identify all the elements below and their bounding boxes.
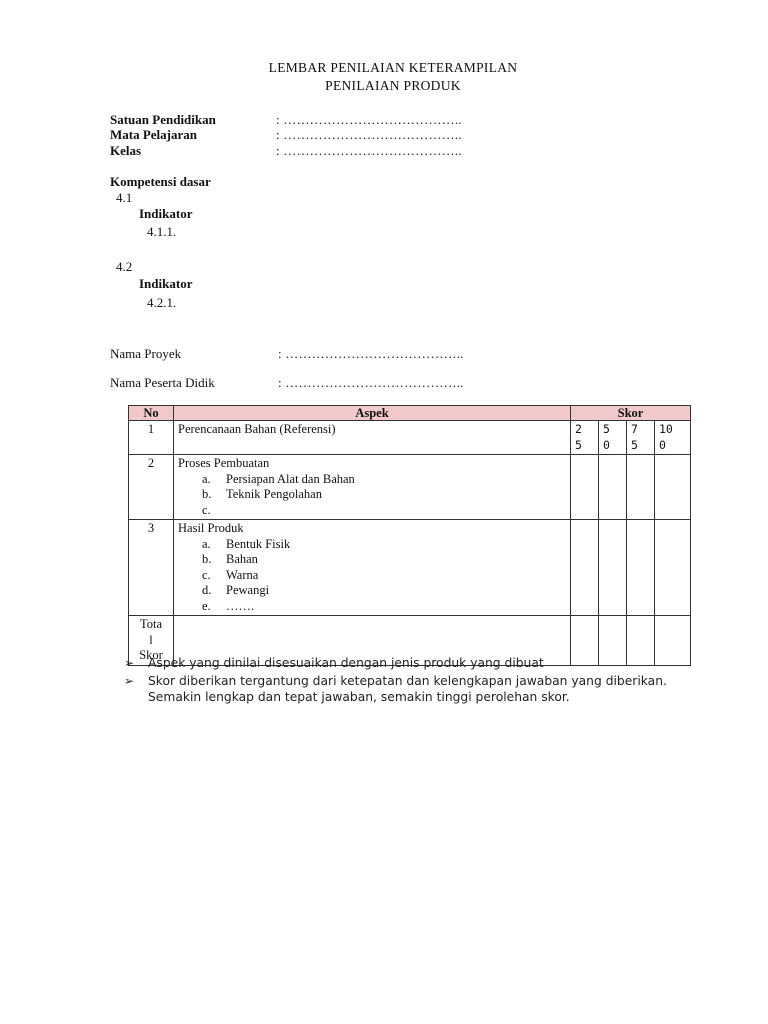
- total-score-label: Tota l Skor: [129, 616, 174, 666]
- header-skor: Skor: [571, 406, 691, 421]
- aspect-subitem: d. Pewangi: [202, 583, 270, 597]
- aspect-subitem: e. …….: [202, 598, 255, 613]
- kd-number-1: 4.1: [116, 190, 133, 205]
- kd-number-2: 4.2: [116, 259, 133, 274]
- nama-peserta-didik-label: Nama Peserta Didik: [110, 375, 215, 390]
- note-item: ➢ Skor diberikan tergantung dari ketepatan dan kelengkapan jawaban yang diberikan. Semakin lengkap dan tepat jawaban, semakin tinggi perolehan skor.: [124, 674, 667, 704]
- row-number: 2: [129, 455, 174, 520]
- row-number: 3: [129, 520, 174, 616]
- score-cell[interactable]: [571, 455, 599, 520]
- score-cell[interactable]: [627, 455, 655, 520]
- satuan-pendidikan-label: Satuan Pendidikan: [110, 112, 216, 127]
- aspect-subitem: b. Teknik Pengolahan: [202, 487, 322, 501]
- score-cell[interactable]: [599, 520, 627, 616]
- satuan-pendidikan-value: : …………………………………..: [276, 112, 462, 127]
- kelas-value: : …………………………………..: [276, 143, 462, 158]
- indikator-label-1: Indikator: [139, 206, 193, 221]
- table-row: [129, 455, 691, 520]
- aspect-cell: [174, 455, 571, 520]
- mata-pelajaran-label: Mata Pelajaran: [110, 127, 198, 142]
- document-subtitle: PENILAIAN PRODUK: [325, 78, 461, 93]
- document-title: LEMBAR PENILAIAN KETERAMPILAN: [268, 60, 518, 75]
- indikator-item-1: 4.1.1.: [147, 224, 177, 239]
- arrow-bullet-icon: ➢: [124, 674, 135, 688]
- arrow-bullet-icon: ➢: [124, 656, 135, 670]
- aspect-subitem: b. Bahan: [202, 552, 258, 566]
- score-option-50: 5 0: [599, 421, 627, 455]
- nama-proyek-label: Nama Proyek: [110, 346, 182, 361]
- aspect-cell: [174, 520, 571, 616]
- kompetensi-dasar-heading: Kompetensi dasar: [110, 174, 211, 189]
- aspect-title: Hasil Produk: [178, 521, 244, 535]
- row-number: 1: [129, 421, 174, 455]
- header-aspek: Aspek: [174, 406, 571, 421]
- score-option-75: 7 5: [627, 421, 655, 455]
- indikator-label-2: Indikator: [139, 276, 193, 291]
- aspect-subitem: a. Persiapan Alat dan Bahan: [202, 471, 355, 486]
- kelas-label: Kelas: [110, 143, 142, 158]
- score-cell[interactable]: [655, 520, 691, 616]
- aspect-subitem: a. Bentuk Fisik: [202, 536, 291, 551]
- table-row: [129, 520, 691, 616]
- header-no: No: [129, 406, 174, 421]
- nama-peserta-didik-value: : …………………………………..: [278, 375, 464, 390]
- indikator-item-2: 4.2.1.: [147, 295, 177, 310]
- score-cell[interactable]: [571, 520, 599, 616]
- aspect-title: Proses Pembuatan: [178, 456, 270, 470]
- score-cell[interactable]: [627, 520, 655, 616]
- aspect-title: Perencanaan Bahan (Referensi): [178, 422, 336, 436]
- score-cell[interactable]: [655, 455, 691, 520]
- table-header-row: [129, 406, 691, 421]
- aspect-cell: [174, 421, 571, 455]
- score-option-100: 10 0: [655, 421, 691, 455]
- aspect-subitem: c.: [202, 502, 211, 517]
- assessment-table: [128, 405, 691, 666]
- table-row: [129, 421, 691, 455]
- aspect-subitem: c. Warna: [202, 567, 259, 582]
- notes-list: [124, 655, 667, 705]
- note-item: ➢ Aspek yang dinilai disesuaikan dengan jenis produk yang dibuat: [124, 656, 544, 670]
- mata-pelajaran-value: : …………………………………..: [276, 127, 462, 142]
- score-cell[interactable]: [599, 455, 627, 520]
- score-option-25: 2 5: [571, 421, 599, 455]
- nama-proyek-value: : …………………………………..: [278, 346, 464, 361]
